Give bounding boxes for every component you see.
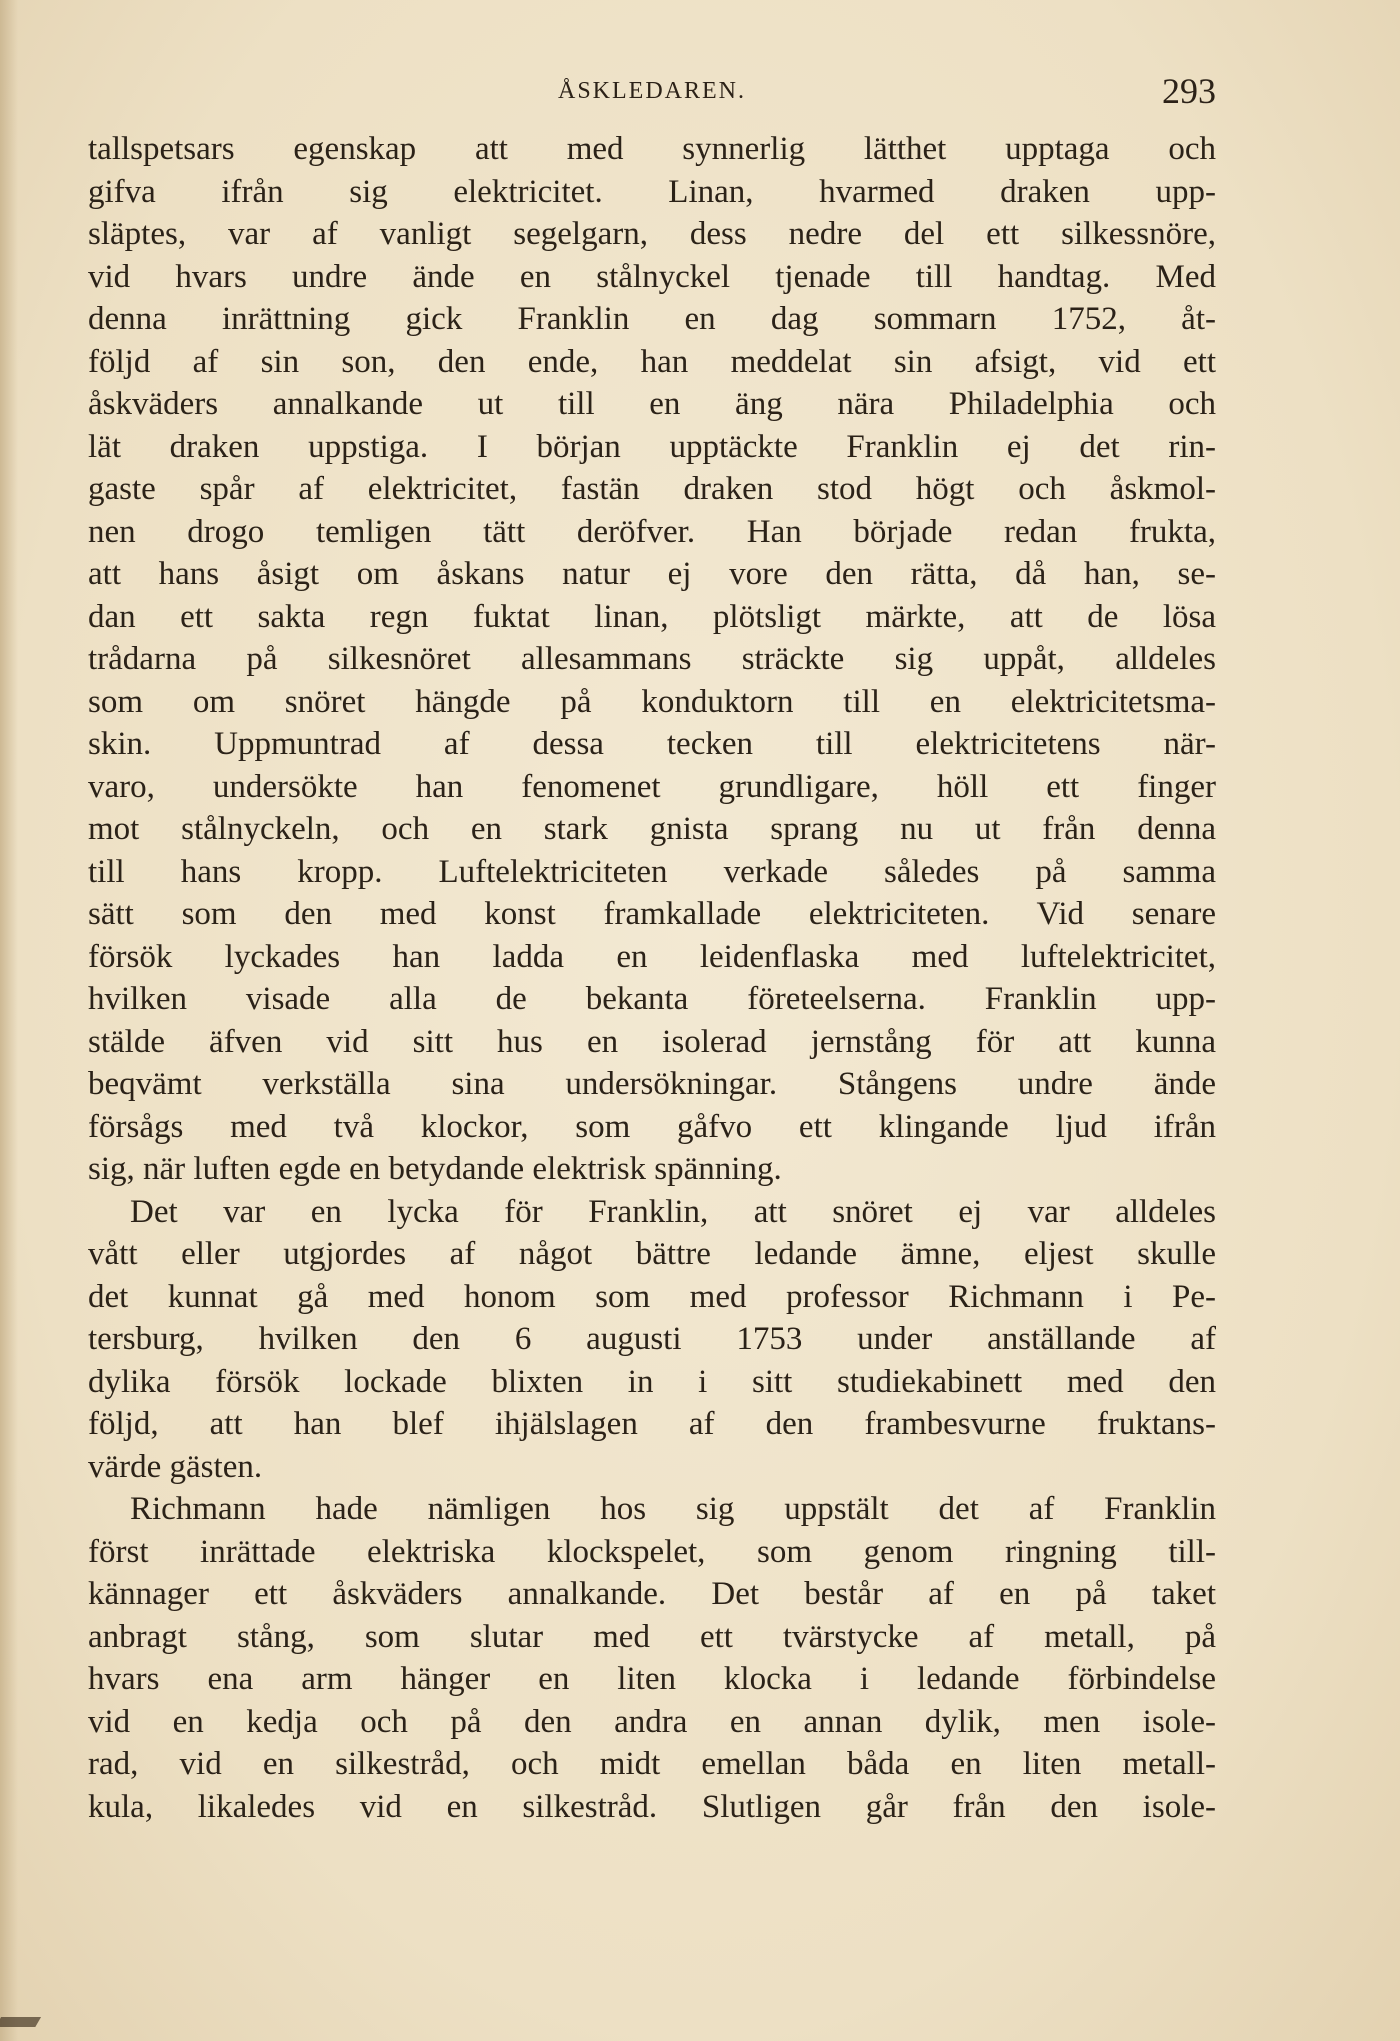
body-text [88,128,1216,1828]
text-line: denna inrättning gick Franklin en dag sommarn 1752, åt- [88,301,1216,337]
text-line: skin. Uppmuntrad af dessa tecken till elektricitetens när- [88,726,1216,762]
text-line: försök lyckades han ladda en leidenflaska med luftelektricitet, [88,938,1216,975]
text-line: kula, likaledes vid en silkestråd. Slutligen går från den isole- [88,1788,1216,1825]
text-line: beqvämt verkställa sina undersökningar. Stångens undre ände [88,1066,1216,1102]
text-line: Det var en lycka för Franklin, att snöret ej var alldeles [130,1193,1216,1230]
text-line: att hans åsigt om åskans natur ej vore den rätta, då han, se- [88,556,1216,592]
text-line: stälde äfven vid sitt hus en isolerad jernstång för att kunna [88,1023,1216,1060]
page-edge-shadow [0,0,18,2041]
text-line: försågs med två klockor, som gåfvo ett klingande ljud ifrån [88,1108,1216,1145]
text-line: trådarna på silkesnöret allesammans sträckte sig uppåt, alldeles [88,641,1216,677]
text-line: varo, undersökte han fenomenet grundligare, höll ett finger [88,768,1216,805]
page-header [88,70,1216,114]
text-line: hvilken visade alla de bekanta företeelserna. Franklin upp- [88,981,1216,1017]
text-line: tersburg, hvilken den 6 augusti 1753 under anställande af [88,1321,1216,1357]
text-line: Richmann hade nämligen hos sig uppstält det af Franklin [130,1491,1216,1527]
text-line: mot stålnyckeln, och en stark gnista sprang nu ut från denna [88,811,1216,847]
text-line: hvars ena arm hänger en liten klocka i ledande förbindelse [88,1661,1216,1697]
text-line: följd, att han blef ihjälslagen af den frambesvurne fruktans- [88,1406,1216,1442]
text-line: värde gästen. [88,1448,263,1485]
text-line: sätt som den med konst framkallade elektriciteten. Vid senare [88,896,1216,932]
text-line: vått eller utgjordes af något bättre ledande ämne, eljest skulle [88,1236,1216,1272]
text-line: dylika försök lockade blixten in i sitt studiekabinett med den [88,1363,1216,1400]
text-line: vid en kedja och på den andra en annan dylik, men isole- [88,1703,1216,1740]
running-title: ÅSKLEDAREN. [558,78,746,104]
text-line: gaste spår af elektricitet, fastän draken stod högt och åskmol- [88,471,1216,507]
page-number: 293 [1162,71,1216,111]
text-line: kännager ett åskväders annalkande. Det består af en på taket [88,1576,1216,1612]
text-line: till hans kropp. Luftelektriciteten verkade således på samma [88,853,1216,890]
text-line: lät draken uppstiga. I början upptäckte Franklin ej det rin- [88,428,1216,465]
text-line: anbragt stång, som slutar med ett tvärstycke af metall, på [88,1618,1216,1655]
text-line: nen drogo temligen tätt deröfver. Han började redan frukta, [88,513,1216,550]
text-line: åskväders annalkande ut till en äng nära Philadelphia och [88,386,1216,422]
text-line: först inrättade elektriska klockspelet, som genom ringning till- [88,1533,1216,1570]
text-line: följd af sin son, den ende, han meddelat sin afsigt, vid ett [88,343,1216,380]
text-line: släptes, var af vanligt segelgarn, dess nedre del ett silkessnöre, [88,216,1216,252]
text-line: som om snöret hängde på konduktorn till en elektricitetsma- [88,683,1216,720]
text-line: tallspetsars egenskap att med synnerlig lätthet upptaga och [88,131,1216,167]
text-line: sig, när luften egde en betydande elektrisk spänning. [88,1151,782,1187]
text-line: vid hvars undre ände en stålnyckel tjenade till handtag. Med [88,258,1216,295]
text-line: gifva ifrån sig elektricitet. Linan, hvarmed draken upp- [88,173,1216,210]
text-line: det kunnat gå med honom som med professor Richmann i Pe- [88,1278,1216,1315]
text-line: rad, vid en silkestråd, och midt emellan båda en liten metall- [88,1746,1216,1782]
text-line: dan ett sakta regn fuktat linan, plötsligt märkte, att de lösa [88,598,1216,635]
